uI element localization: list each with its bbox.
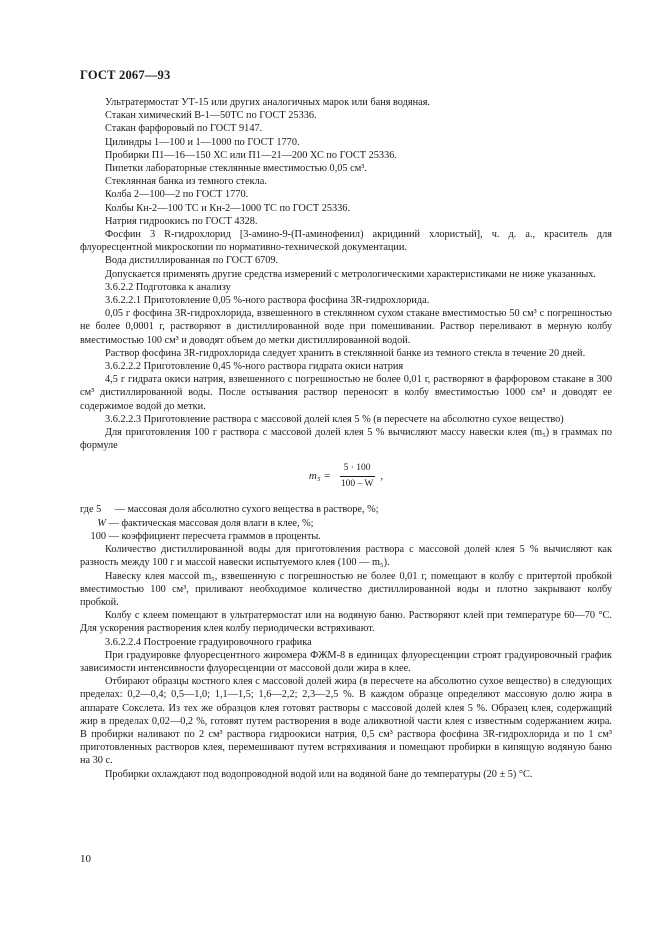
legend-row <box>80 503 612 516</box>
formula-tail: , <box>380 469 384 482</box>
formula-numerator: 5 · 100 <box>340 462 375 477</box>
section-heading: 3.6.2.2.1 Приготовление 0,05 %-ного раствора фосфина 3R-гидрохлорида. <box>105 295 430 307</box>
section-heading: 3.6.2.2.4 Построение градуировочного графика <box>105 636 312 648</box>
paragraph: Допускается применять другие средства измерений с метрологическими характеристиками не ниже указанных. <box>105 268 597 280</box>
paragraph: Фосфин 3 R-гидрохлорид [3-амино-9-(П-аминофенил) акридиний хлористый], ч. д. а., краситель для флуоресцентной микроскопии по нормативно-технической документации. <box>80 229 612 254</box>
paragraph: Пробирки охлаждают под водопроводной водой или на водяной бане до температуры (20 ± 5) °С. <box>105 768 533 780</box>
paragraph: Отбирают образцы костного клея с массовой долей жира (в пересчете на абсолютно сухое вещество) в следующих пределах: 0,2—0,4; 0,5—1,0; 1,1—1,5; 1,6—2,2; 2,3—2,5 %. В каждом образце определяют массовую долю жира в аппарате Сокслета. Из тех же образцов клея готовят растворы с массовой долей клея 5 %. Образец клея, содержащий жир в пределах 0,02—0,2 %, готовят путем растворения в воде аликвотной части клея с известным содержанием жира. В пробирки наливают по 2 см³ раствора гидроокиси натрия, 0,5 см³ раствора фосфина 3R-гидрохлорида и по 1 см³ приготовленных растворов клея, перемешивают путем встряхивания и помещают пробирки в кипящую водяную баню на 30 с. <box>80 676 612 767</box>
formula-legend <box>80 503 612 543</box>
section-heading: 3.6.2.2 Подготовка к анализу <box>105 281 231 293</box>
paragraph: Количество дистиллированной воды для приготовления раствора с массовой долей клея 5 % вычисляют как разность между 100 г и массой навески испытуемого клея (100 — m₅). <box>80 544 612 569</box>
paragraph: Стеклянная банка из темного стекла. <box>105 176 267 188</box>
paragraph: При градуировке флуоресцентного жиромера ФЖМ-8 в единицах флуоресценции строят градуировочный график зависимости интенсивности флуоресценции от массовой доли жира в клее. <box>80 649 612 674</box>
formula <box>80 461 612 491</box>
legend-desc: — фактическая массовая доля влаги в клее, %; <box>106 517 314 529</box>
paragraph: Стакан химический В-1—50ТС по ГОСТ 25336. <box>105 110 317 122</box>
paragraph: 4,5 г гидрата окиси натрия, взвешенного с погрешностью не более 0,01 г, растворяют в фарфоровом стакане в 300 см³ дистиллированной воды. После остывания раствор переносят в колбу вместимостью 1000 см³ и доводят ее содержимое водой до метки. <box>80 374 612 412</box>
formula-denominator: 100 – W <box>340 478 374 489</box>
paragraph: Колбы Кн-2—100 ТС и Кн-2—1000 ТС по ГОСТ 25336. <box>105 202 351 214</box>
paragraph: Колба 2—100—2 по ГОСТ 1770. <box>105 189 249 201</box>
paragraph: Вода дистиллированная по ГОСТ 6709. <box>105 255 279 267</box>
paragraph: Пробирки П1—16—150 ХС или П1—21—200 ХС по ГОСТ 25336. <box>105 149 397 161</box>
formula-fraction <box>337 462 378 491</box>
page-number: 10 <box>80 853 91 865</box>
legend-row <box>80 530 612 543</box>
legend-term: где 5 <box>80 504 102 516</box>
paragraph: Цилиндры 1—100 и 1—1000 по ГОСТ 1770. <box>105 136 300 148</box>
paragraph: Раствор фосфина 3R-гидрохлорида следует хранить в стеклянной банке из темного стекла в течение 20 дней. <box>105 347 586 359</box>
legend-desc: — массовая доля абсолютно сухого вещества в растворе, %; <box>112 504 379 516</box>
page-body <box>80 96 612 781</box>
paragraph: Стакан фарфоровый по ГОСТ 9147. <box>105 123 263 135</box>
legend-desc: — коэффициент пересчета граммов в проценты. <box>106 530 321 542</box>
paragraph: Для приготовления 100 г раствора с массовой долей клея 5 % вычисляют массу навески клея (m₅) в граммах по формуле <box>80 427 612 452</box>
paragraph: Натрия гидроокись по ГОСТ 4328. <box>105 215 258 227</box>
section-heading: 3.6.2.2.2 Приготовление 0,45 %-ного раствора гидрата окиси натрия <box>105 361 404 373</box>
legend-term: 100 <box>90 530 106 542</box>
paragraph: Навеску клея массой m₅, взвешенную с погрешностью не более 0,01 г, помещают в колбу с притертой пробкой вместимостью 100 см³, приливают необходимое количество дистиллированной воды и плотно закрывают колбу пробкой. <box>80 570 612 608</box>
paragraph: Ультратермостат УТ-15 или других аналогичных марок или баня водяная. <box>105 97 431 108</box>
legend-term: W <box>97 517 106 529</box>
legend-row <box>80 517 612 530</box>
paragraph: Колбу с клеем помещают в ультратермостат или на водяную баню. Растворяют клей при температуре 60—70 °С. Для ускорения растворения клея колбу периодически встряхивают. <box>80 610 612 635</box>
page-header: ГОСТ 2067—93 <box>80 68 171 82</box>
paragraph: Пипетки лабораторные стеклянные вместимостью 0,05 см³. <box>105 163 367 175</box>
section-heading: 3.6.2.2.3 Приготовление раствора с массовой долей клея 5 % (в пересчете на абсолютно сухое вещество) <box>105 413 564 425</box>
paragraph: 0,05 г фосфина 3R-гидрохлорида, взвешенного в стеклянном сухом стакане вместимостью 50 см³ с погрешностью не более 0,0001 г, растворяют в дистиллированной воде при помешивании. Раствор переливают в мерную колбу вместимостью 100 см³ и доводят объем до метки дистиллированной водой. <box>80 308 612 346</box>
formula-lhs: m₅ = <box>308 469 331 482</box>
